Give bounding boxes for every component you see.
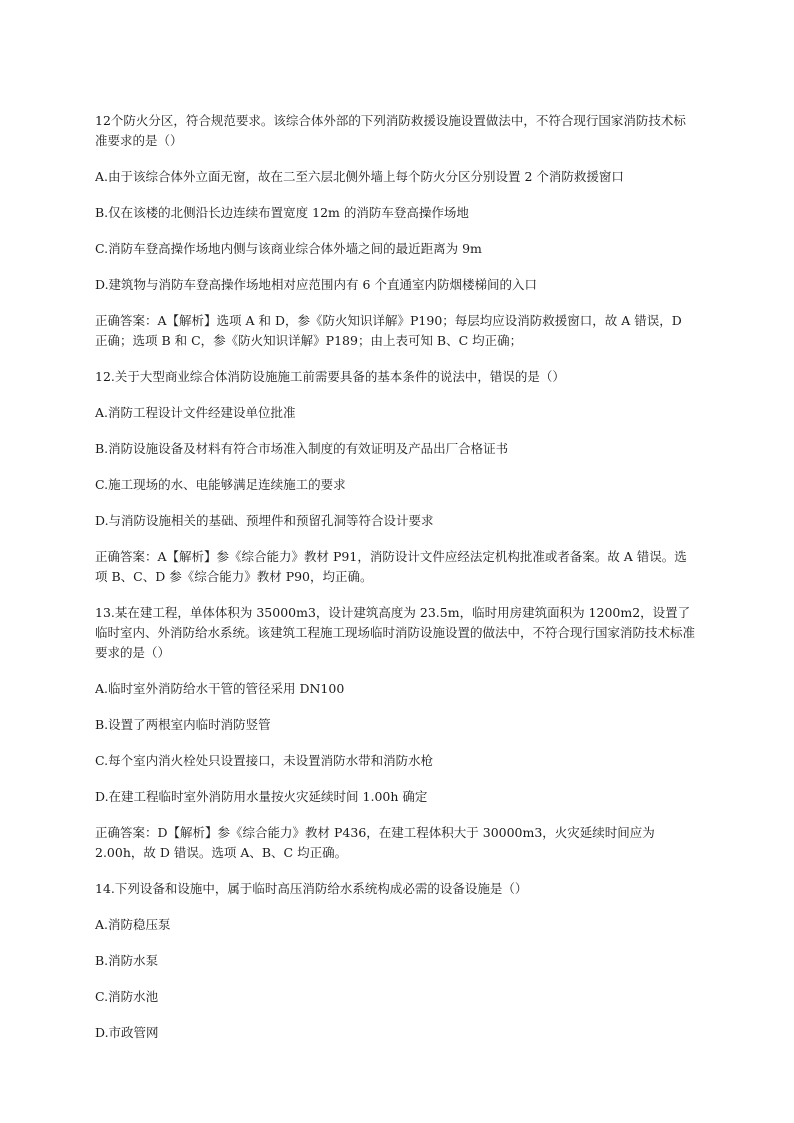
answer-option: C.消防车登高操作场地内侧与该商业综合体外墙之间的最近距离为 9m [95, 241, 482, 256]
question-stem: 12个防火分区，符合规范要求。该综合体外部的下列消防救援设施设置做法中，不符合现行国家消防技术标准要求的是（） [95, 113, 686, 148]
answer-option: A.由于该综合体外立面无窗，故在二至六层北侧外墙上每个防火分区分别设置 2 个消防救援窗口 [95, 169, 624, 184]
document-page [95, 111, 695, 1043]
answer-option: A.消防工程设计文件经建设单位批准 [95, 405, 296, 420]
answer-option: D.市政管网 [95, 1025, 159, 1040]
answer-option: A.临时室外消防给水干管的管径采用 DN100 [95, 681, 345, 696]
answer-option: C.消防水池 [95, 989, 159, 1004]
answer-option: B.仅在该楼的北侧沿长边连续布置宽度 12m 的消防车登高操作场地 [95, 205, 469, 220]
answer-explanation: 正确答案：D【解析】参《综合能力》教材 P436，在建工程体积大于 30000m3，火灾延续时间应为 2.00h，故 D 错误。选项 A、B、C 均正确。 [95, 825, 655, 860]
question-stem: 12.关于大型商业综合体消防设施施工前需要具备的基本条件的说法中，错误的是（） [95, 369, 565, 384]
answer-option: C.每个室内消火栓处只设置接口，未设置消防水带和消防水枪 [95, 753, 434, 768]
question-stem: 13.某在建工程，单体体积为 35000m3，设计建筑高度为 23.5m，临时用房建筑面积为 1200m2，设置了临时室内、外消防给水系统。该建筑工程施工现场临时消防设施设置的做法中，不符合现行国家消防技术标准要求的是（） [95, 605, 696, 660]
question-stem: 14.下列设备和设施中，属于临时高压消防给水系统构成必需的设备设施是（） [95, 881, 528, 896]
answer-option: B.消防水泵 [95, 953, 159, 968]
answer-explanation: 正确答案：A【解析】选项 A 和 D，参《防火知识详解》P190；每层均应设消防救援窗口，故 A 错误，D 正确；选项 B 和 C，参《防火知识详解》P189；由上表可知 B、C 均正确； [95, 313, 682, 348]
answer-explanation: 正确答案：A【解析】参《综合能力》教材 P91，消防设计文件应经法定机构批准或者备案。故 A 错误。选项 B、C、D 参《综合能力》教材 P90，均正确。 [95, 549, 687, 584]
answer-option: B.设置了两根室内临时消防竖管 [95, 717, 271, 732]
answer-option: D.建筑物与消防车登高操作场地相对应范围内有 6 个直通室内防烟楼梯间的入口 [95, 277, 537, 292]
answer-option: D.在建工程临时室外消防用水量按火灾延续时间 1.00h 确定 [95, 789, 428, 804]
answer-option: D.与消防设施相关的基础、预埋件和预留孔洞等符合设计要求 [95, 513, 434, 528]
answer-option: B.消防设施设备及材料有符合市场准入制度的有效证明及产品出厂合格证书 [95, 441, 509, 456]
answer-option: A.消防稳压泵 [95, 917, 171, 932]
answer-option: C.施工现场的水、电能够满足连续施工的要求 [95, 477, 346, 492]
